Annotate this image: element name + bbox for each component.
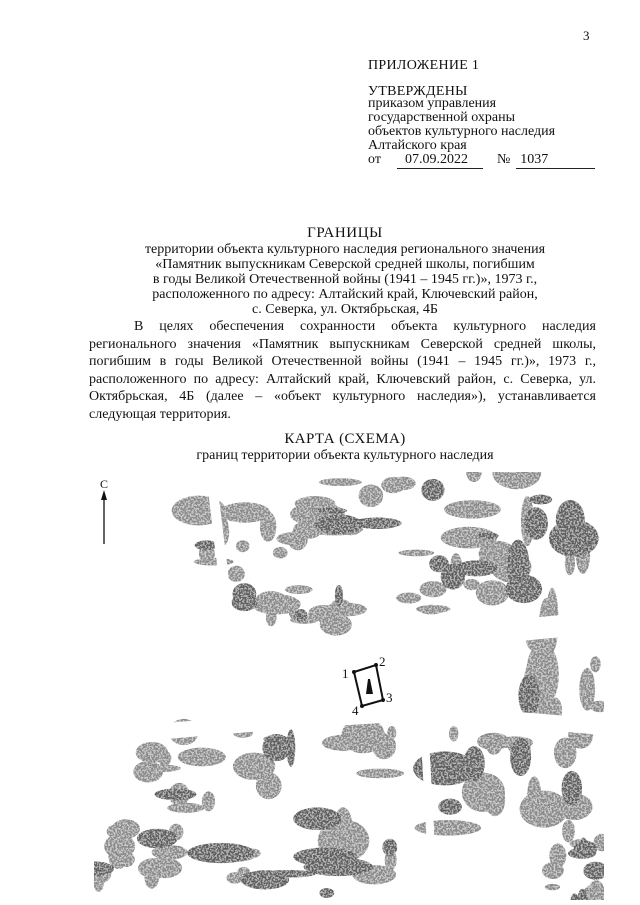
north-label: С — [100, 477, 109, 491]
order-date: 07.09.2022 — [397, 152, 483, 169]
title-line: с. Северка, ул. Октябрьская, 4Б — [252, 302, 438, 317]
body-paragraph: В целях обеспечения сохранности объекта культурного наследия регионального значения «Памятник выпускникам Северской средней школы, погибшим в годы Великой Отечественной войны (1941 – 1945 гг.)», 1973 г., расположенного по адресу: Алтайский край, Ключевский район, с. Северка, ул. Октябрьская, 4Б (далее – «объект культурного наследия»), устанавливается следующая территория. — [89, 319, 596, 422]
title-line: в годы Великой Отечественной войны (1941 – 1945 гг.)», 1973 г., — [152, 272, 538, 287]
title-line: расположенного по адресу: Алтайский край, Ключевский район, — [152, 287, 538, 302]
appendix-label: ПРИЛОЖЕНИЕ 1 — [368, 58, 480, 73]
map-subtitle: границ территории объекта культурного наследия — [196, 448, 494, 463]
order-line: приказом управления — [368, 96, 497, 111]
title-line: «Памятник выпускникам Северской средней школы, погибшим — [155, 257, 535, 272]
order-line: Алтайского края — [368, 138, 467, 153]
boundary-point-label: 3 — [386, 690, 393, 705]
order-line: государственной охраны — [368, 110, 516, 125]
order-date-number — [368, 152, 595, 169]
number-label: № — [496, 152, 511, 167]
map-title: КАРТА (СХЕМА) — [284, 431, 406, 447]
order-number: 1037 — [516, 152, 595, 169]
boundary-point-label: 1 — [342, 666, 349, 681]
texture-overlay — [94, 472, 604, 900]
approved-label: УТВЕРЖДЕНЫ — [368, 84, 468, 99]
order-line: объектов культурного наследия — [368, 124, 556, 139]
order-issuer — [368, 97, 628, 153]
page-number: 3 — [583, 28, 590, 43]
boundary-point-label: 2 — [379, 654, 386, 669]
date-label: от — [368, 152, 381, 167]
document-title — [0, 225, 640, 317]
map-heading — [0, 431, 640, 464]
map-scheme — [94, 472, 604, 900]
title-main: ГРАНИЦЫ — [307, 225, 383, 241]
title-line: территории объекта культурного наследия регионального значения — [144, 242, 546, 257]
boundary-point-label: 4 — [352, 703, 359, 718]
